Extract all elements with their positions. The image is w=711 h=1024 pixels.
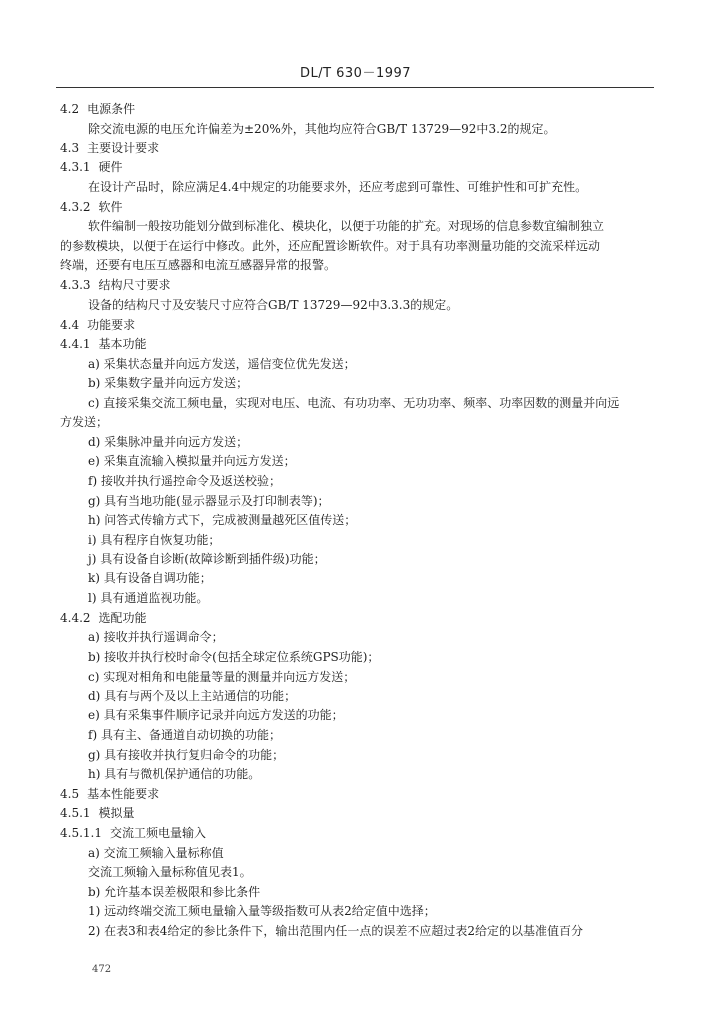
section-heading [60, 806, 135, 820]
body-text-line [88, 533, 220, 547]
line-text: d) 具有与两个及以上主站通信的功能； [88, 689, 297, 703]
line-text: 设备的结构尺寸及安装尺寸应符合GB/T 13729—92中3.3.3的规定。 [88, 298, 459, 312]
section-heading [60, 611, 147, 625]
section-heading [60, 826, 206, 840]
section-heading [60, 318, 135, 332]
line-text: 终端，还要有电压互感器和电流互感器异常的报警。 [60, 258, 337, 272]
body-text-line [88, 571, 212, 585]
body-text-line [88, 376, 248, 390]
body-text-line [88, 357, 356, 371]
line-text: 的参数模块，以便于在运行中修改。此外，还应配置诊断软件。对于具有功率测量功能的交流采样远动 [60, 239, 601, 253]
line-text: 模拟量 [98, 806, 135, 820]
section-number: 4.3.1 [60, 160, 91, 174]
body-text-line [88, 513, 356, 527]
section-number: 4.3 [60, 141, 80, 155]
body-text-line [88, 552, 326, 566]
body-text-line [88, 180, 587, 194]
line-text: 交流工频输入量标称值见表1。 [88, 865, 252, 879]
body-text-line [88, 219, 604, 233]
line-text: i) 具有程序自恢复功能； [88, 533, 221, 547]
body-text-line [88, 748, 284, 762]
line-text: l) 具有通道监视功能。 [88, 591, 209, 605]
line-text: g) 具有当地功能(显示器显示及打印制表等)； [88, 494, 330, 508]
line-text: 除交流电源的电压允许偏差为±20%外，其他均应符合GB/T 13729—92中3.2的规定。 [88, 122, 556, 136]
line-text: f) 具有主、备通道自动切换的功能； [88, 728, 281, 742]
line-text: 基本性能要求 [87, 787, 160, 801]
line-text: 在设计产品时，除应满足4.4中规定的功能要求外，还应考虑到可靠性、可维护性和可扩充性。 [88, 180, 588, 194]
line-text: c) 直接采集交流工频电量，实现对电压、电流、有功功率、无功功率、频率、功率因数的测量并向远 [88, 396, 620, 410]
line-text: b) 采集数字量并向远方发送； [88, 376, 249, 390]
line-text: 软件编制一般按功能划分做到标准化、模块化，以便于功能的扩充。对现场的信息参数宜编制独立 [88, 219, 605, 233]
body-text-line [88, 474, 281, 488]
section-heading [60, 141, 159, 155]
section-heading [60, 787, 159, 801]
body-text-line [88, 689, 296, 703]
line-text: 选配功能 [98, 611, 147, 625]
body-text-line [88, 728, 281, 742]
section-number: 4.4.1 [60, 337, 91, 351]
body-text-line [60, 258, 336, 272]
line-text: c) 实现对相角和电能量等量的测量并向远方发送； [88, 670, 356, 684]
line-text: h) 具有与微机保护通信的功能。 [88, 767, 261, 781]
line-text: f) 接收并执行遥控命令及返送校验； [88, 474, 281, 488]
line-text: d) 采集脉冲量并向远方发送； [88, 435, 249, 449]
line-text: 软件 [98, 200, 123, 214]
section-heading [60, 278, 171, 292]
section-number: 4.2 [60, 102, 80, 116]
line-text: 结构尺寸要求 [98, 278, 171, 292]
page-header-doc-id: DL/T 630－1997 [299, 66, 412, 81]
section-heading [60, 200, 123, 214]
section-heading [60, 102, 135, 116]
body-text-line [88, 904, 436, 918]
body-text-line [88, 885, 260, 899]
body-text-line [88, 122, 556, 136]
line-text: g) 具有接收并执行复归命令的功能； [88, 748, 285, 762]
section-number: 4.4 [60, 318, 80, 332]
line-text: e) 采集直流输入模拟量并向远方发送； [88, 454, 296, 468]
line-text: b) 接收并执行校时命令(包括全球定位系统GPS功能)； [88, 650, 380, 664]
body-text-line [88, 650, 379, 664]
body-text-line [88, 924, 583, 938]
line-text: b) 允许基本误差极限和参比条件 [88, 885, 261, 899]
section-number: 4.5.1 [60, 806, 91, 820]
body-text-line [88, 846, 224, 860]
section-number: 4.5 [60, 787, 80, 801]
body-text-line [88, 865, 252, 879]
section-number: 4.4.2 [60, 611, 91, 625]
line-text: 主要设计要求 [87, 141, 160, 155]
line-text: 基本功能 [98, 337, 147, 351]
line-text: 电源条件 [87, 102, 136, 116]
line-text: h) 问答式传输方式下，完成被测量越死区值传送； [88, 513, 357, 527]
line-text: e) 具有采集事件顺序记录并向远方发送的功能； [88, 708, 344, 722]
body-text-line [60, 415, 108, 429]
section-heading [60, 160, 123, 174]
body-text-line [88, 298, 458, 312]
line-text: a) 交流工频输入量标称值 [88, 846, 224, 860]
page-number: 472 [92, 964, 112, 975]
line-text: a) 接收并执行遥调命令； [88, 630, 224, 644]
body-text-line [88, 708, 344, 722]
section-number: 4.5.1.1 [60, 826, 102, 840]
body-text-line [88, 396, 619, 410]
line-text: 交流工频电量输入 [109, 826, 206, 840]
line-text: 1) 远动终端交流工频电量输入量等级指数可从表2给定值中选择； [88, 904, 436, 918]
header-rule [56, 87, 654, 88]
section-number: 4.3.3 [60, 278, 91, 292]
line-text: k) 具有设备自调功能； [88, 571, 212, 585]
line-text: a) 采集状态量并向远方发送，遥信变位优先发送； [88, 357, 356, 371]
line-text: j) 具有设备自诊断(故障诊断到插件级)功能； [88, 552, 326, 566]
body-text-line [88, 494, 330, 508]
line-text: 硬件 [98, 160, 123, 174]
body-text-line [88, 630, 224, 644]
body-text-line [88, 670, 355, 684]
section-heading [60, 337, 147, 351]
line-text: 2) 在表3和表4给定的参比条件下，输出范围内任一点的误差不应超过表2给定的以基准值百分 [88, 924, 584, 938]
section-number: 4.3.2 [60, 200, 91, 214]
line-text: 方发送； [60, 415, 109, 429]
body-text-line [88, 767, 260, 781]
line-text: 功能要求 [87, 318, 136, 332]
body-text-line [88, 435, 248, 449]
body-text-line [88, 591, 208, 605]
body-text-line [60, 239, 600, 253]
body-text-line [88, 454, 296, 468]
